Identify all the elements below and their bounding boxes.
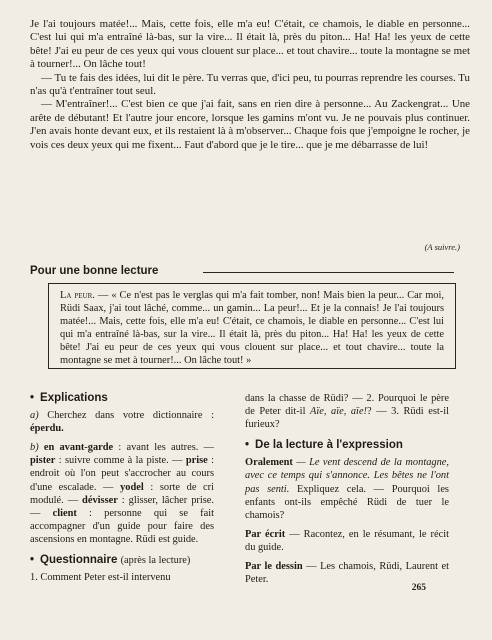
- term: pister: [30, 455, 56, 467]
- right-column: [245, 392, 449, 586]
- explications-heading: • Explications: [30, 392, 108, 404]
- expression-heading: • De la lecture à l'expression: [245, 439, 403, 452]
- story-paragraph-1: Je l'ai toujours matée!... Mais, cette fois, elle m'a eu! C'était, ce chamois, le diable en personne... C'est lui qui m'a entraîné là-bas, sur la vire... Il était là, près du piton... Ha! Ha! les yeux de cette bête! J'ai eu peur de ces yeux qui vous clouent sur place... et tout chavire... toute la montagne se met à tourner!... On lâche tout!: [30, 18, 470, 71]
- left-column: [30, 392, 214, 584]
- questionnaire-heading: • Questionnaire (après la lecture): [30, 554, 191, 567]
- term: yodel: [120, 481, 144, 493]
- reading-box-text: — « Ce n'est pas le verglas qui m'a fait tomber, non! Mais bien la peur... Car moi, Rüdi Saax, j'ai tout lâché, comme... un gamin... La peur!... Et je la connais! Je l'ai toujours matée!... Mais, cette fois, elle m'a eu! C'était, ce chamois, le diable en personne... C'est lui qui m'a entraîné là-bas, sur la vire... Il était là, près du piton... Ha! Ha! les yeux de cette bête! J'ai eu peur de ces yeux qui vous clouent sur place... et tout chavire... toute la montagne se met à tourner!... On lâche tout! »: [60, 290, 444, 367]
- bullet-icon: •: [30, 392, 35, 404]
- term: en avant-garde: [43, 442, 114, 454]
- bullet-icon: •: [30, 554, 35, 567]
- term: prise: [185, 455, 208, 467]
- reading-section-heading: Pour une bonne lecture: [30, 265, 159, 277]
- story-paragraph-3: — M'entraîner!... C'est bien ce que j'ai fait, sans en rien dire à personne... Au Zackengrat... Une arête de débutant! Et l'autre jour encore, lorsque les gamins m'ont vu. Je ne pouvais plus continuer. J'en avais honte devant eux, et ils restaient là à m'observer... Chaque fois que j'empoigne le rocher, je vois ces deux yeux qui me fixent... Faut d'abord que je le tire... que je me débarrasse de lui!: [30, 98, 470, 151]
- explication-a: a) Cherchez dans votre dictionnaire : éperdu.: [30, 410, 214, 435]
- reading-box: [48, 283, 456, 369]
- heading-rule: [203, 272, 454, 273]
- reading-box-label: La peur.: [60, 290, 95, 301]
- oral-exercise: Oralement — Le vent descend de la montagne, avec ce temps qui s'annonce. Les bêtes ne l'ont pas senti. Expliquez cela. — Pourquoi les enfants ont-ils empêché Rüdi de tuer le chamois?: [245, 457, 449, 521]
- page-number: 265: [411, 583, 426, 593]
- questions-continued: dans la chasse de Rüdi? — 2. Pourquoi le père de Peter dit-il Aïe, aïe, aïe!? — 3. Rüdi est-il furieux?: [245, 393, 450, 431]
- drawing-exercise: Par le dessin — Les chamois, Rüdi, Laurent et Peter.: [245, 561, 449, 586]
- term: dévisser: [82, 494, 118, 506]
- bullet-icon: •: [245, 439, 250, 452]
- story-text: [30, 18, 470, 152]
- explication-b: b) en avant-garde : avant les autres. — pister : suivre comme à la piste. — prise : endroit où l'on peut s'accrocher au cours d'une escalade. — yodel : sorte de cri modulé. — dévisser : glisser, lâcher prise. — client : personne qui se fait accompagner d'un guide pour faire des ascensions en montagne. Rüdi est guide.: [30, 442, 214, 545]
- to-be-continued-note: (A suivre.): [424, 242, 460, 252]
- written-exercise: Par écrit — Racontez, en le résumant, le récit du guide.: [245, 528, 449, 553]
- story-paragraph-2: — Tu te fais des idées, lui dit le père. Tu verras que, d'ici peu, tu pourras reprendre les courses. Tu n'as qu'à t'entraîner tout seul.: [30, 71, 470, 98]
- term: client: [52, 507, 77, 519]
- question-1-start: 1. Comment Peter est-il intervenu: [30, 572, 171, 584]
